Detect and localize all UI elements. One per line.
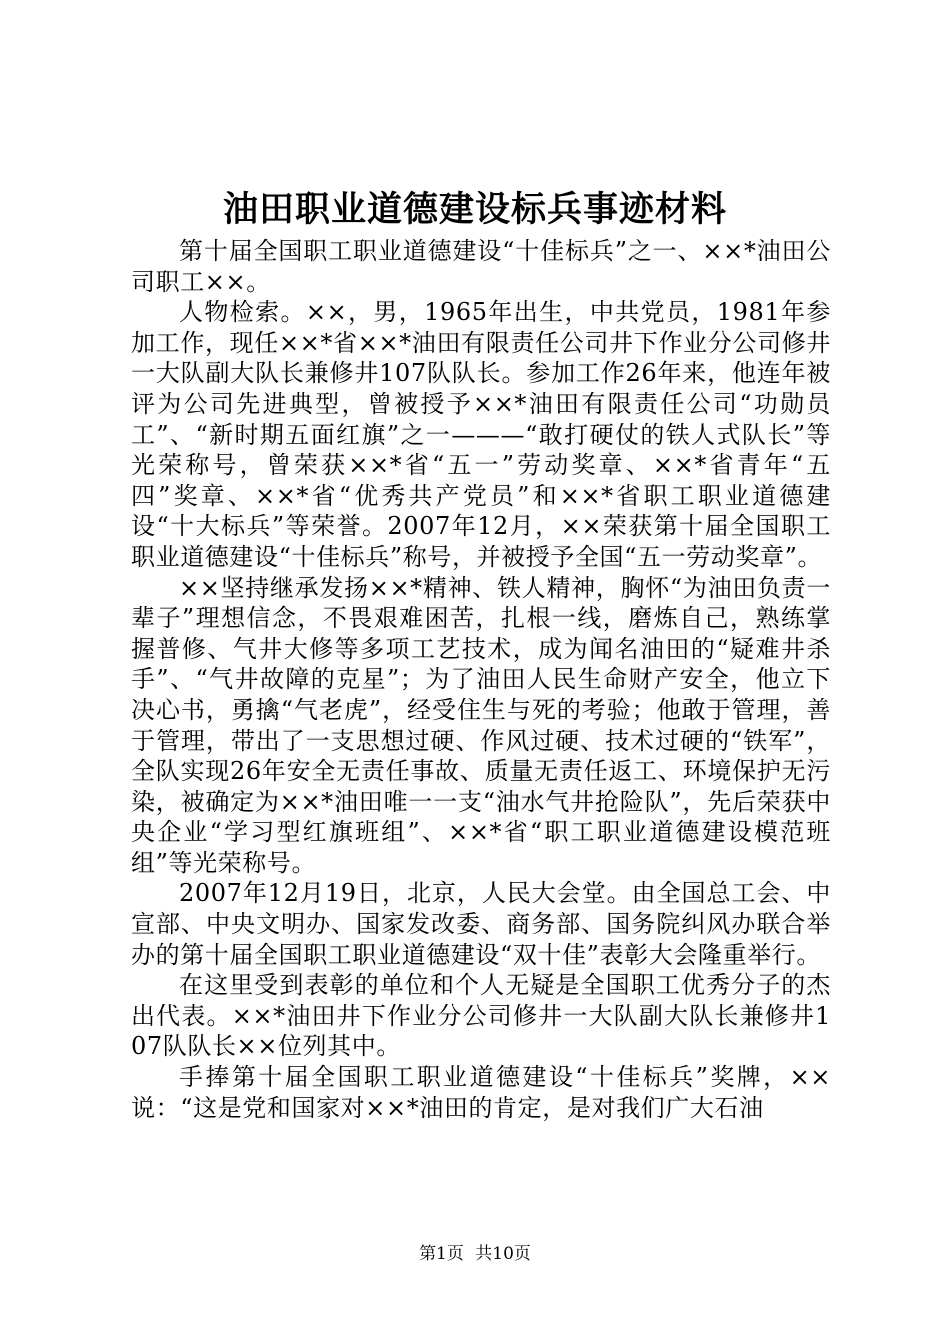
- page-footer: [0, 1242, 950, 1266]
- paragraph-achievements: ××坚持继承发扬××*精神、铁人精神，胸怀“为油田负责一辈子”理想信念，不畏艰难困苦，扎根一线，磨炼自己，熟练掌握普修、气井大修等多项工艺技术，成为闻名油田的“疑难井杀手”、“气井故障的克星”；为了油田人民生命财产安全，他立下决心书，勇擒“气老虎”，经受住生与死的考验；他敢于管理，善于管理，带出了一支思想过硬、作风过硬、技术过硬的“铁军”，全队实现26年安全无责任事故、质量无责任返工、环境保护无污染，被确定为××*油田唯一一支“油水气井抢险队”，先后荣获中央企业“学习型红旗班组”、××*省“职工职业道德建设模范班组”等光荣称号。: [131, 573, 831, 877]
- document-title: 油田职业道德建设标兵事迹材料: [222, 189, 727, 230]
- paragraph-quote: 手捧第十届全国职工职业道德建设“十佳标兵”奖牌，××说：“这是党和国家对××*油田的肯定，是对我们广大石油: [131, 1063, 831, 1122]
- document-body: [131, 236, 831, 1123]
- page-number: 第1页: [419, 1244, 464, 1264]
- paragraph-ceremony: 2007年12月19日，北京，人民大会堂。由全国总工会、中宣部、中央文明办、国家发改委、商务部、国务院纠风办联合举办的第十届全国职工职业道德建设“双十佳”表彰大会隆重举行。: [131, 879, 831, 969]
- page-total: 共10页: [475, 1244, 531, 1264]
- paragraph-honoree: 在这里受到表彰的单位和个人无疑是全国职工优秀分子的杰出代表。××*油田井下作业分公司修井一大队副大队长兼修井107队队长××位列其中。: [131, 971, 831, 1061]
- paragraph-intro: 第十届全国职工职业道德建设“十佳标兵”之一、××*油田公司职工××。: [131, 237, 831, 296]
- paragraph-profile: 人物检索。××，男，1965年出生，中共党员，1981年参加工作，现任××*省××*油田有限责任公司井下作业分公司修井一大队副大队长兼修井107队队长。参加工作26年来，他连年被评为公司先进典型，曾被授予××*油田有限责任公司“功勋员工”、“新时期五面红旗”之一———“敢打硬仗的铁人式队长”等光荣称号，曾荣获××*省“五一”劳动奖章、××*省青年“五四”奖章、××*省“优秀共产党员”和××*省职工职业道德建设“十大标兵”等荣誉。2007年12月，××荣获第十届全国职工职业道德建设“十佳标兵”称号，并被授予全国“五一劳动奖章”。: [131, 298, 831, 571]
